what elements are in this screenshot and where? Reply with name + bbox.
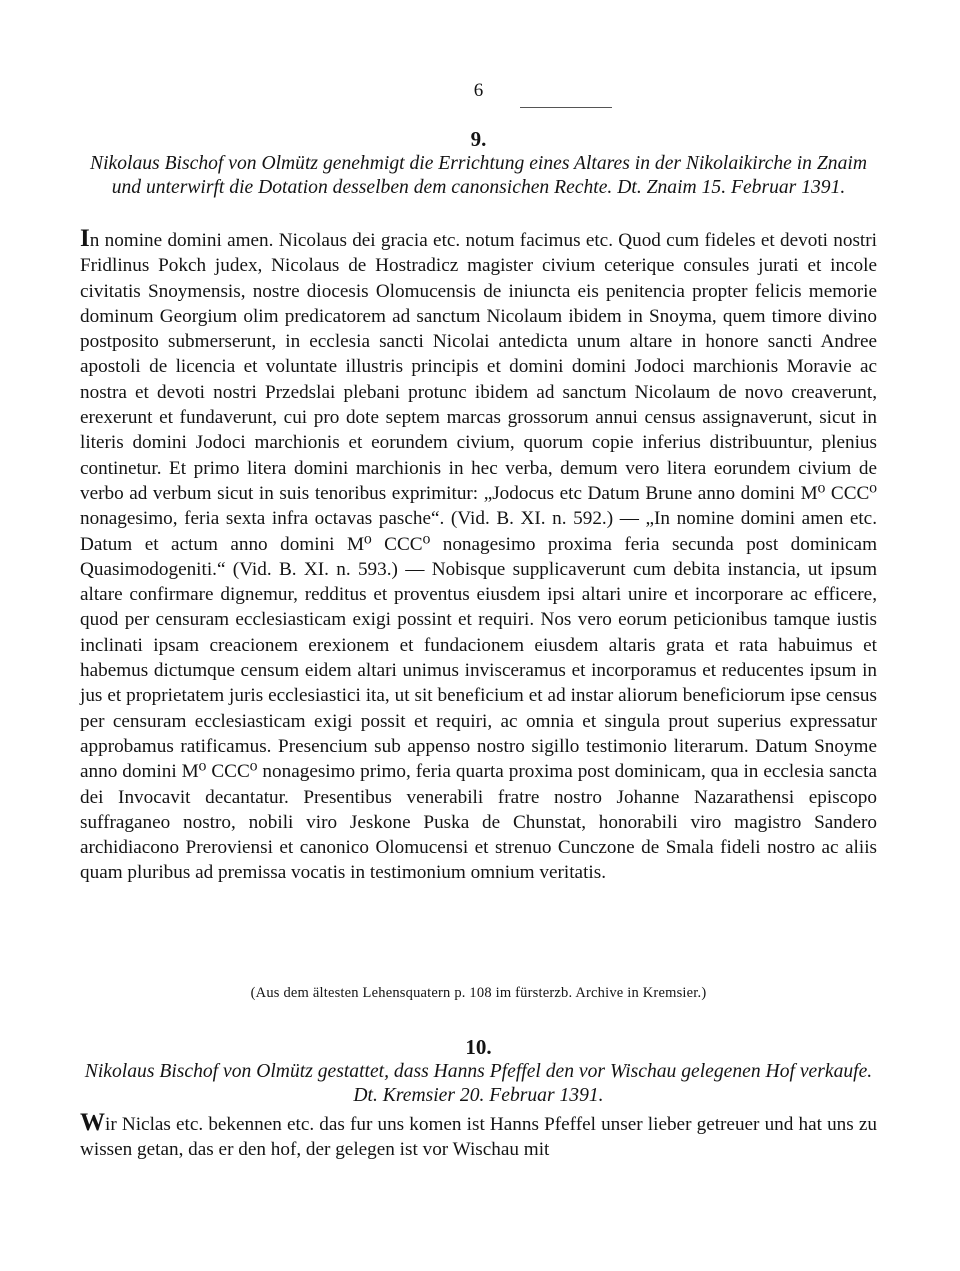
page-number: 6 <box>473 80 484 101</box>
document-9-heading: Nikolaus Bischof von Olmütz genehmigt die Errichtung eines Altares in der Nikolaikirche in Znaim und unterwirft die Dotation desselben dem canonsichen Rechte. Dt. Znaim 15. Februar 1391. <box>90 153 867 198</box>
page-number-rule <box>520 107 612 108</box>
document-9-text: n nomine domini amen. Nicolaus dei gracia etc. notum facimus etc. Quod cum fideles et devoti nostri Fridlinus Pokch judex, Nicolaus de Hostradicz magister civium ceterique consules jurati et incole civitatis Snoymensis, nostre diocesis Olomucensis de iniuncta eis penitencia propter felicis memorie dominum Georgium olim predicatorem ad sanctum Nicolaum ibidem in Snoyma, quem timore divino postposito submerserunt, in ecclesia sancti Nicolai antedicta unum altare in honore sancti Andree apostoli de licencia et voluntate illustris principis et domini domini Jodoci marchionis Moravie ac nostra et devoti nostri Przedslai plebani protunc ibidem ad sanctum Nicolaum de novo creaverunt, erexerunt et fundaverunt, cui pro dote septem marcas grossorum annui census assignaverunt, sicut in literis domini Jodoci marchionis et eorundem civium, quorum copie inferius distribuuntur, plenius continetur. Et primo litera domini marchionis in hec verba, demum vero litera eorundem civium de verbo ad verbum sicut in suis tenoribus exprimitur: „Jodocus etc Datum Brune anno domini M⁰ CCC⁰ nonagesimo, feria sexta infra octavas pasche“. (Vid. B. XI. n. 592.) — „In nomine domini amen etc. Datum et actum anno domini M⁰ CCC⁰ nonagesimo proxima feria secunda post dominicam Quasimodogeniti.“ (Vid. B. XI. n. 593.) — Nobisque supplicaverunt cum debita instancia, ut ipsum altare confirmare dignemur, redditus et proventus eiusdem ipsi altari unire et incorporare ac efficere, quod per censuram ecclesiasticam exigi possint et requiri. Nos vero eorum peticionibus tamque iustis inclinati ipsam creacionem erexionem et fundacionem eiusdem altaris grata et rata habuimus et habemus dictumque censum eidem altari unimus invisceramus et incorporamus et reducentes ipsum in jus et proprietatem juris ecclesiastici ita, ut sit beneficium et ad instar aliorum beneficiorum ipse census per censuram ecclesiasticam exigi possit et requiri, ac omnia et singula prout superius expressatur approbamus ratificamus. Presencium sub appenso nostro sigillo testimonio literarum. Datum Snoyme anno domini M⁰ CCC⁰ nonagesimo primo, feria quarta proxima post dominicam, qua in ecclesia sancta dei Invocavit decantatur. Presentibus venerabili fratre nostro Johanne Nazarathensi episcopo suffraganeo nostro, nobili viro Jeskone Puska de Chunstat, honorabili viro magistro Sandero archidiacono Preroviensi et canonico Olomucensi et strenuo Cunczone de Smala fideli nostro ac aliis quam pluribus ad premissa vocatis in testimonium omnium veritatis. <box>80 230 877 884</box>
document-9-source-note: (Aus dem ältesten Lehensquatern p. 108 im fürsterzb. Archive in Kremsier.) <box>250 985 707 1001</box>
document-10-heading: Nikolaus Bischof von Olmütz gestattet, dass Hanns Pfeffel den vor Wischau gelegenen Hof verkaufe. Dt. Kremsier 20. Februar 1391. <box>84 1061 873 1106</box>
document-10-number: 10. <box>465 1035 492 1059</box>
document-10-initial: W <box>80 1109 105 1136</box>
document-9-body <box>80 226 877 886</box>
document-9-initial: I <box>80 225 90 252</box>
document-9-number: 9. <box>470 127 487 151</box>
document-10-body <box>80 1110 877 1163</box>
document-10-text: ir Niclas etc. bekennen etc. das fur uns komen ist Hanns Pfeffel unser lieber getreuer und hat uns zu wissen getan, das er den hof, der gelegen ist vor Wischau mit <box>80 1114 877 1161</box>
